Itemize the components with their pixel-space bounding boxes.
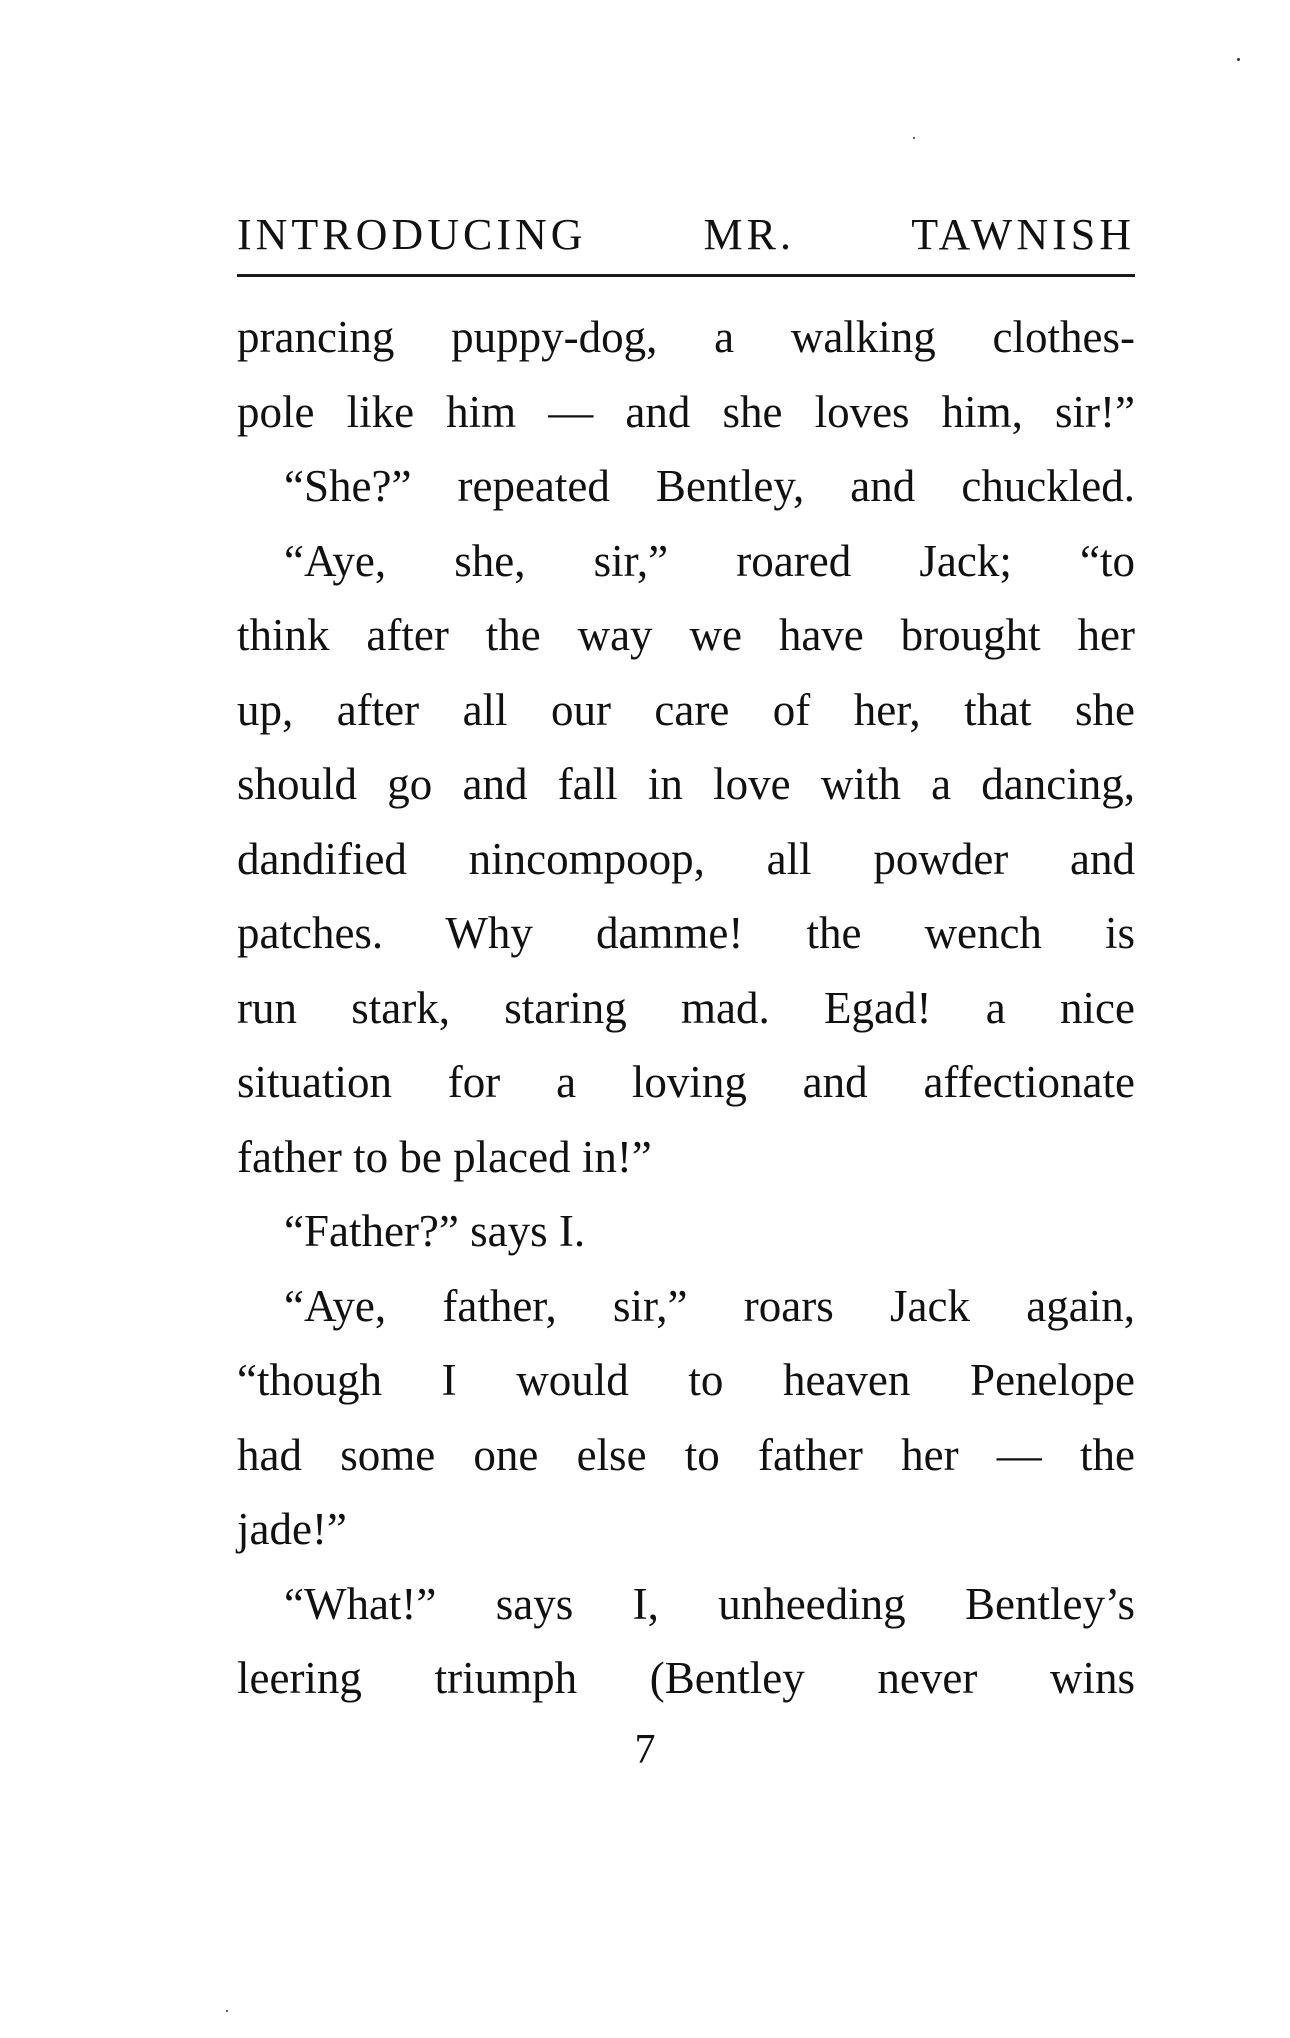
text-line: up, after all our care of her, that she	[237, 684, 1135, 735]
text-line: think after the way we have brought her	[237, 610, 1135, 660]
text-line: father to be placed in!”	[237, 1131, 652, 1182]
text-line: had some one else to father her — the	[237, 1429, 1135, 1480]
text-line: prancing puppy-dog, a walking clothes-	[237, 312, 1135, 362]
text-line: “Father?” says I.	[284, 1206, 586, 1256]
text-line: “Aye, she, sir,” roared Jack; “to	[284, 535, 1135, 586]
header-rule	[237, 274, 1135, 277]
scan-speck	[1237, 58, 1240, 61]
text-line: situation for a loving and affectionate	[237, 1057, 1135, 1107]
text-line: “Aye, father, sir,” roars Jack again,	[284, 1280, 1135, 1331]
text-line: patches. Why damme! the wench is	[237, 908, 1135, 958]
text-line: leering triumph (Bentley never wins	[237, 1653, 1135, 1703]
text-line: pole like him — and she loves him, sir!”	[237, 386, 1135, 437]
text-line: should go and fall in love with a dancing,	[237, 759, 1135, 809]
text-line: jade!”	[237, 1504, 347, 1554]
text-line: run stark, staring mad. Egad! a nice	[237, 982, 1135, 1033]
text-line: “though I would to heaven Penelope	[237, 1355, 1135, 1405]
running-head: INTRODUCING MR. TAWNISH	[237, 210, 1135, 259]
body-text	[237, 300, 1135, 1716]
scan-speck	[913, 137, 915, 139]
text-line: “What!” says I, unheeding Bentley’s	[284, 1578, 1135, 1629]
text-line: “She?” repeated Bentley, and chuckled.	[284, 461, 1135, 511]
page-number: 7	[634, 1727, 656, 1773]
scan-speck	[226, 2010, 228, 2012]
text-line: dandified nincompoop, all powder and	[237, 833, 1135, 884]
